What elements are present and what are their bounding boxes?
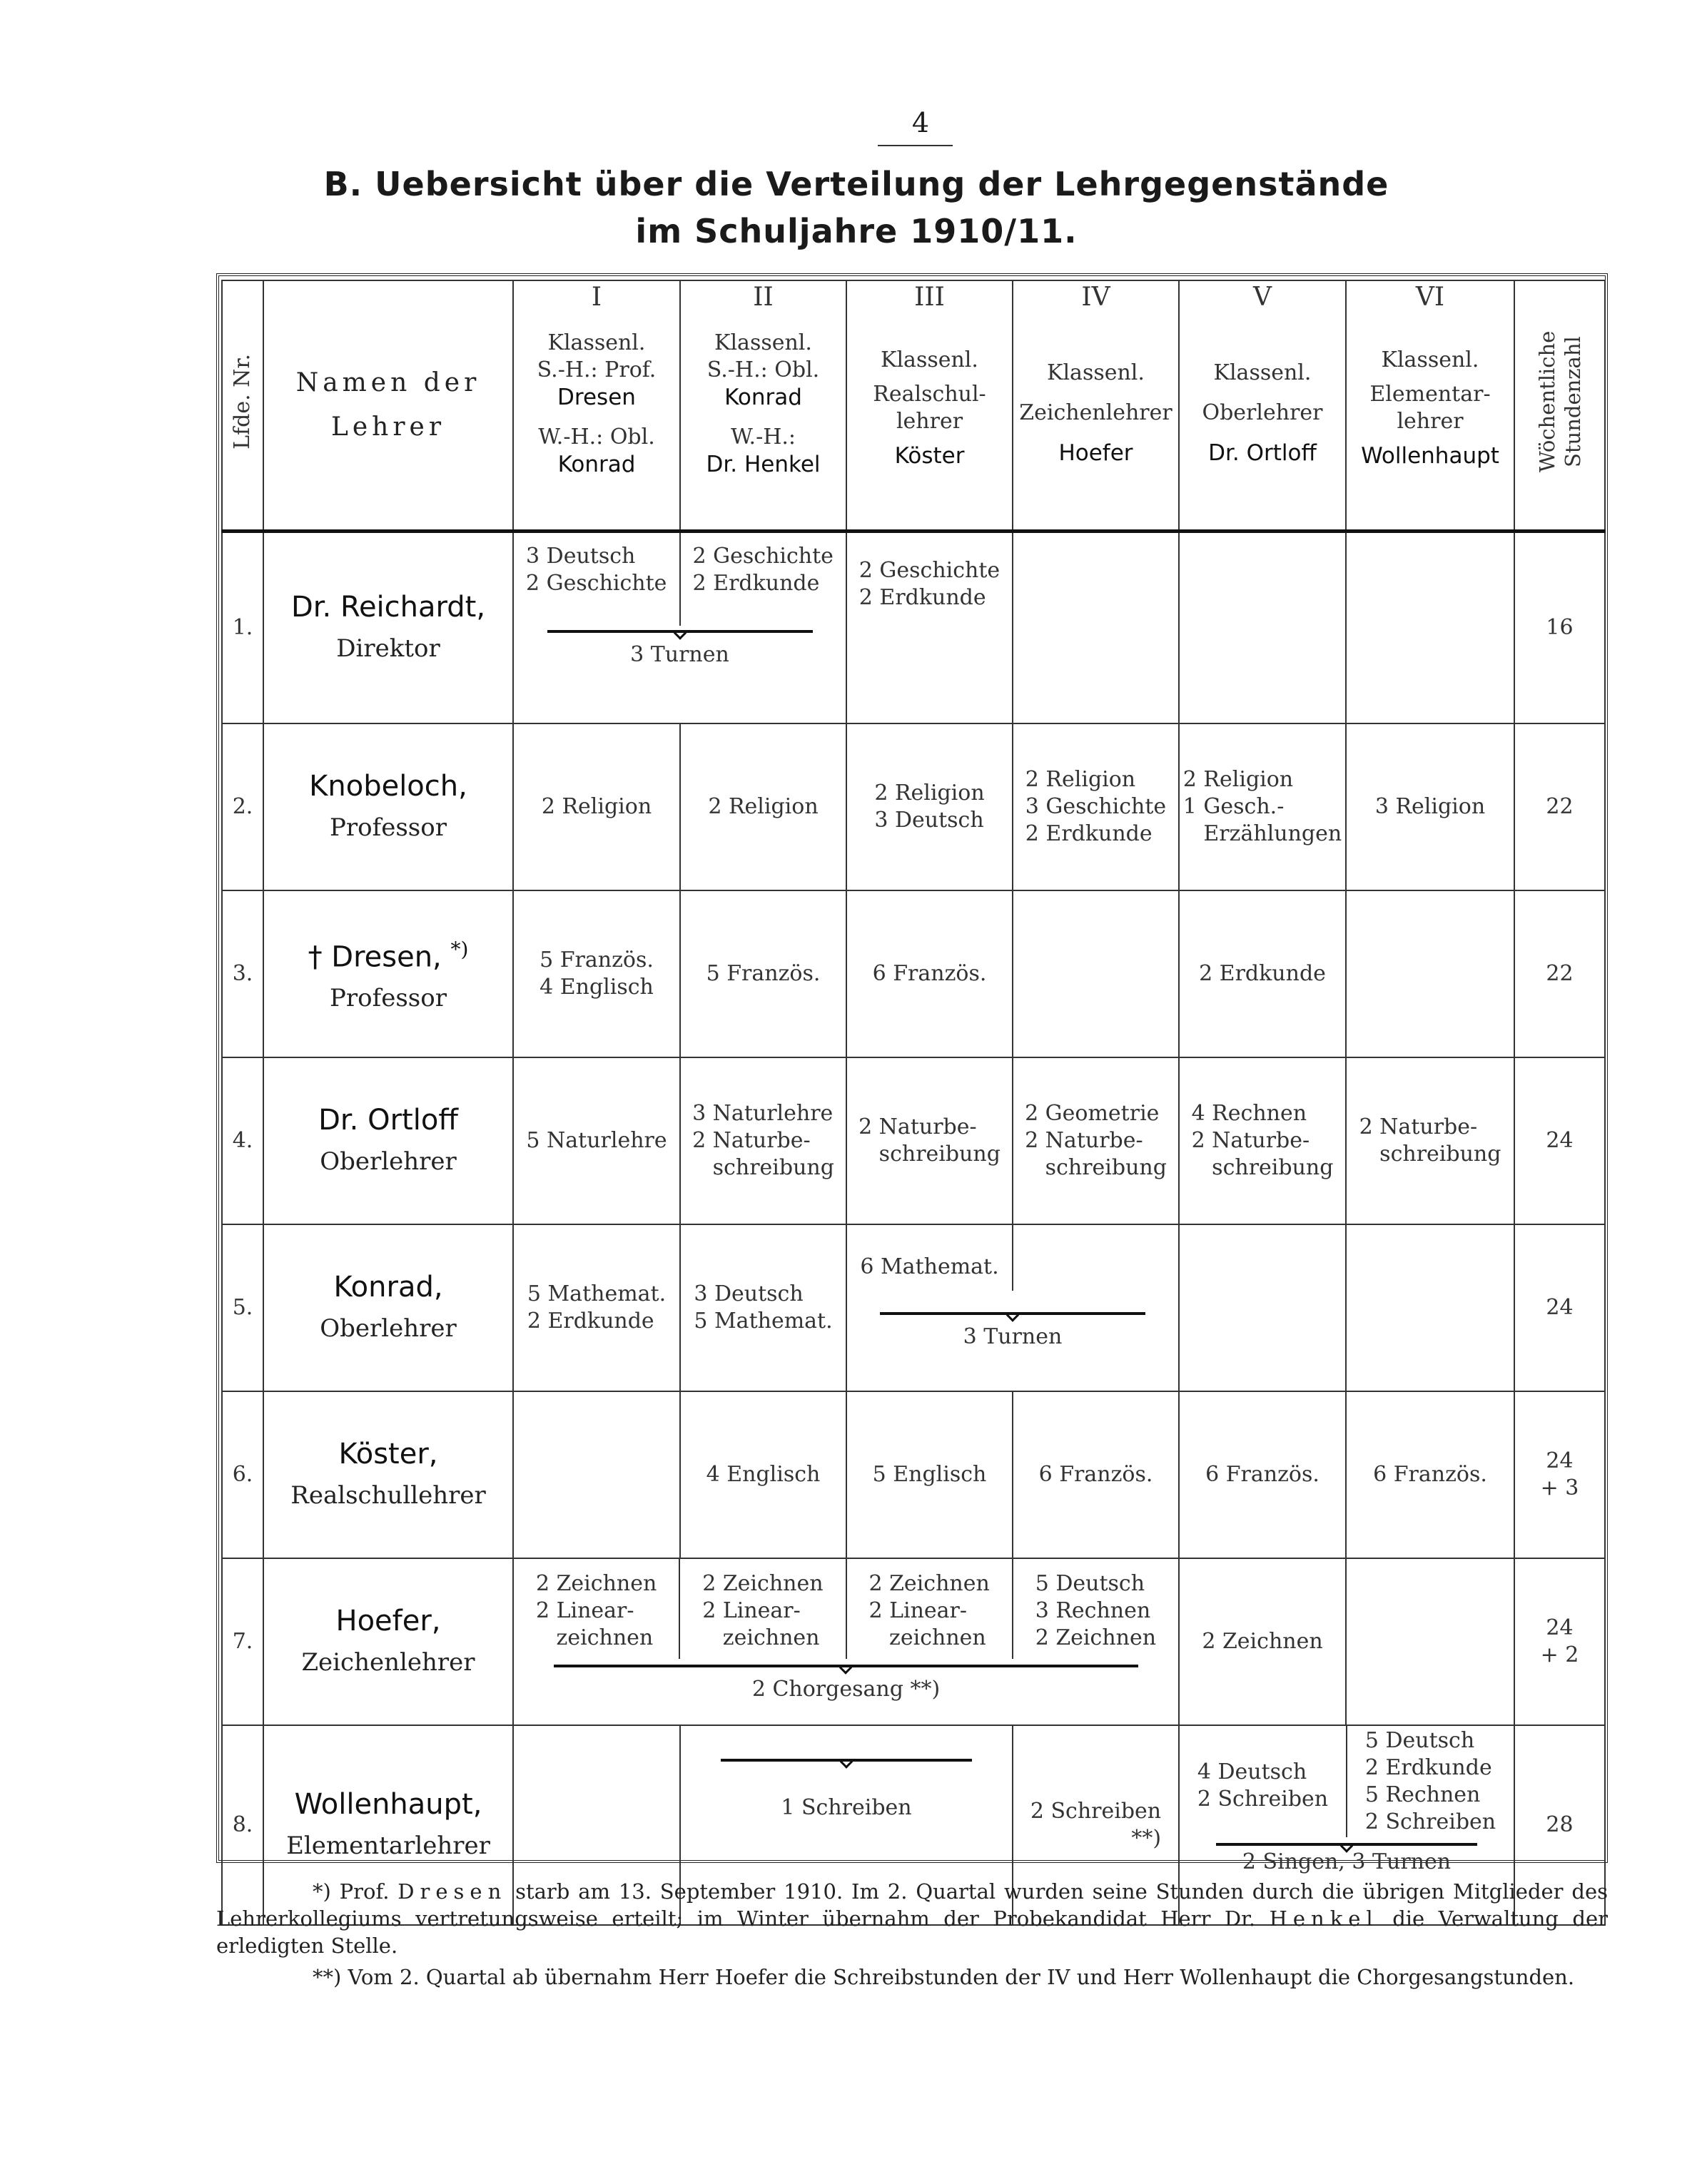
empty-cell — [513, 1391, 680, 1558]
row-number: 4. — [222, 1057, 263, 1224]
subject-cell: 5 Englisch — [846, 1391, 1013, 1558]
subject-cell: 6 Französ. — [846, 890, 1013, 1057]
shared-subject: 2 Chorgesang **) — [751, 1677, 941, 1702]
subject-cell: 5 Mathemat. 2 Erdkunde — [513, 1224, 680, 1391]
row-number: 2. — [222, 723, 263, 890]
header-class-1: I Klassenl. S.-H.: Prof. Dresen W.-H.: Obl. Konrad — [513, 280, 680, 532]
subject-cell: 3 Deutsch 2 Geschichte — [526, 544, 667, 596]
teacher-role: Professor — [330, 984, 447, 1013]
subject-cell: 2 Religion — [680, 723, 846, 890]
teacher-name: † Dresen, *) — [308, 937, 469, 974]
teacher-name: Köster, — [338, 1438, 438, 1471]
footnote-1: *) Prof. Dresen starb am 13. September 1910. Im 2. Quartal wurden seine Stunden durch die übrigen Mitglieder des Lehrerkollegiums vertretungsweise erteilt; im Winter übernahm der Probekandidat Herr Dr. Henkel die Verwaltung der erledigten Stelle. — [216, 1879, 1609, 1958]
shared-subject: 2 Singen, 3 Turnen — [1242, 1849, 1452, 1874]
subject-cell: 2 Zeichnen 2 Linear- zeichnen — [702, 1571, 824, 1650]
teacher-name: Knobeloch, — [309, 770, 467, 803]
deceased-mark: † — [308, 940, 323, 974]
subject-cell: 2 Geschichte 2 Erdkunde — [846, 532, 1013, 724]
header-class-6: VI Klassenl. Elementar- lehrer Wollenhaupt — [1346, 280, 1514, 532]
subject-cell: 6 Mathemat. — [860, 1254, 999, 1279]
teacher-name: Dr. Reichardt, — [290, 591, 486, 624]
brace-line — [880, 1312, 1145, 1315]
teacher-name: Hoefer, — [335, 1605, 441, 1637]
table-row — [222, 1391, 1605, 1558]
total-hours: 22 — [1514, 890, 1605, 1057]
row-number: 6. — [222, 1391, 263, 1558]
shared-subject: 1 Schreiben — [781, 1795, 912, 1820]
subject-cell: 4 Deutsch 2 Schreiben — [1197, 1759, 1329, 1812]
subject-cell: 5 Französ. — [680, 890, 846, 1057]
teacher-cell — [263, 1224, 513, 1391]
row-number: 5. — [222, 1224, 263, 1391]
header-total: Wöchentliche Stundenzahl — [1514, 280, 1605, 532]
shared-subject: 3 Turnen — [630, 642, 729, 667]
subject-cell: 2 Naturbe- schreibung — [846, 1057, 1013, 1224]
table-row — [222, 1224, 1605, 1391]
subject-cell: 2 Zeichnen — [1179, 1558, 1346, 1725]
subject-cell: 5 Deutsch 2 Erdkunde 5 Rechnen 2 Schreiben — [1364, 1728, 1496, 1834]
subject-cell: 2 Erdkunde — [1179, 890, 1346, 1057]
subject-cell: 4 Rechnen 2 Naturbe- schreibung — [1179, 1057, 1346, 1224]
teacher-role: Realschullehrer — [290, 1481, 486, 1510]
subject-cell: 2 Geometrie 2 Naturbe- schreibung — [1013, 1057, 1179, 1224]
teacher-cell — [263, 723, 513, 890]
teacher-cell — [263, 890, 513, 1057]
teacher-role: Elementarlehrer — [286, 1832, 490, 1860]
teacher-role: Zeichenlehrer — [301, 1648, 475, 1677]
total-hours: 24 + 2 — [1514, 1558, 1605, 1725]
subject-cell: 2 Zeichnen 2 Linear- zeichnen — [535, 1571, 657, 1650]
total-hours: 24 + 3 — [1514, 1391, 1605, 1558]
empty-cell — [1346, 532, 1514, 724]
brace-line — [1216, 1843, 1476, 1846]
total-hours: 24 — [1514, 1057, 1605, 1224]
empty-cell — [1179, 1224, 1346, 1391]
header-class-2: II Klassenl. S.-H.: Obl. Konrad W.-H.: Dr. Henkel — [680, 280, 846, 532]
row-number: 1. — [222, 532, 263, 724]
shared-subject: 3 Turnen — [963, 1324, 1063, 1349]
shared-cell — [513, 1558, 1179, 1725]
table-row — [222, 1057, 1605, 1224]
header-lfd: Lfde. Nr. — [222, 280, 263, 532]
teacher-name: Dr. Ortloff — [318, 1104, 458, 1137]
total-hours: 16 — [1514, 532, 1605, 724]
row-number: 8. — [222, 1725, 263, 1925]
subject-cell: 2 Religion — [513, 723, 680, 890]
teacher-cell — [263, 532, 513, 724]
shared-cell — [846, 1224, 1179, 1391]
subject-cell: 3 Deutsch 5 Mathemat. — [680, 1224, 846, 1391]
empty-cell — [1346, 1224, 1514, 1391]
total-hours: 22 — [1514, 723, 1605, 890]
subject-cell: 4 Englisch — [680, 1391, 846, 1558]
subject-cell: 5 Deutsch 3 Rechnen 2 Zeichnen — [1035, 1571, 1157, 1650]
subject-cell: 2 Geschichte 2 Erdkunde — [692, 544, 834, 596]
subject-cell: 3 Naturlehre 2 Naturbe- schreibung — [680, 1057, 846, 1224]
brace-line — [721, 1759, 973, 1762]
subject-cell: 6 Französ. — [1013, 1391, 1179, 1558]
page-title — [214, 161, 1499, 255]
header-row — [222, 280, 1605, 532]
teacher-name: Konrad, — [333, 1271, 443, 1304]
footnote-name-2: Henkel — [1269, 1906, 1379, 1931]
subject-cell: 2 Zeichnen 2 Linear- zeichnen — [868, 1571, 990, 1650]
page-number-rule — [878, 145, 953, 146]
table-row — [222, 532, 1605, 724]
subject-cell: 3 Religion — [1346, 723, 1514, 890]
title-line-2: im Schuljahre 1910/11. — [635, 212, 1078, 250]
distribution-table — [221, 280, 1606, 1926]
shared-cell — [513, 532, 846, 724]
empty-cell — [1179, 532, 1346, 724]
header-class-5: V Klassenl. Oberlehrer Dr. Ortloff — [1179, 280, 1346, 532]
teacher-cell — [263, 1057, 513, 1224]
teacher-cell — [263, 1391, 513, 1558]
subject-cell: 5 Französ. 4 Englisch — [513, 890, 680, 1057]
subject-cell: 6 Französ. — [1179, 1391, 1346, 1558]
footnote-2: **) Vom 2. Quartal ab übernahm Herr Hoefer die Schreibstunden der IV und Herr Wollenhaupt die Chorgesangstunden. — [313, 1965, 1575, 1989]
table-row — [222, 723, 1605, 890]
subject-cell: 2 Religion 3 Deutsch — [846, 723, 1013, 890]
subject-cell: 6 Französ. — [1346, 1391, 1514, 1558]
teacher-role: Oberlehrer — [320, 1147, 457, 1176]
subject-cell: 5 Naturlehre — [513, 1057, 680, 1224]
empty-cell — [1346, 890, 1514, 1057]
teacher-name: Wollenhaupt, — [294, 1788, 482, 1821]
empty-cell — [1346, 1558, 1514, 1725]
table-row — [222, 890, 1605, 1057]
header-class-4: IV Klassenl. Zeichenlehrer Hoefer — [1013, 280, 1179, 532]
header-class-3: III Klassenl. Realschul- lehrer Köster — [846, 280, 1013, 532]
title-line-1: B. Uebersicht über die Verteilung der Lehrgegenstände — [323, 165, 1389, 203]
row-number: 7. — [222, 1558, 263, 1725]
subject-cell: 2 Religion 3 Geschichte 2 Erdkunde — [1013, 723, 1179, 890]
subject-cell: 2 Schreiben **) — [1013, 1725, 1179, 1925]
empty-cell — [1013, 532, 1179, 724]
teacher-role: Direktor — [336, 634, 440, 663]
teacher-role: Professor — [330, 813, 447, 842]
brace-line — [554, 1665, 1138, 1667]
teacher-cell — [263, 1558, 513, 1725]
total-hours: 28 — [1514, 1725, 1605, 1925]
brace-line — [547, 630, 813, 633]
footnote-name: Dresen — [397, 1879, 507, 1904]
row-number: 3. — [222, 890, 263, 1057]
header-names: Namen der Lehrer — [263, 280, 513, 532]
table-row — [222, 1558, 1605, 1725]
footnote-mark: *) — [450, 937, 469, 961]
page-number: 4 — [911, 107, 930, 138]
total-hours: 24 — [1514, 1224, 1605, 1391]
empty-cell — [1013, 890, 1179, 1057]
subject-cell: 2 Religion 1 Gesch.- Erzählungen — [1179, 723, 1346, 890]
teacher-role: Oberlehrer — [320, 1314, 457, 1343]
subject-cell: 2 Naturbe- schreibung — [1346, 1057, 1514, 1224]
